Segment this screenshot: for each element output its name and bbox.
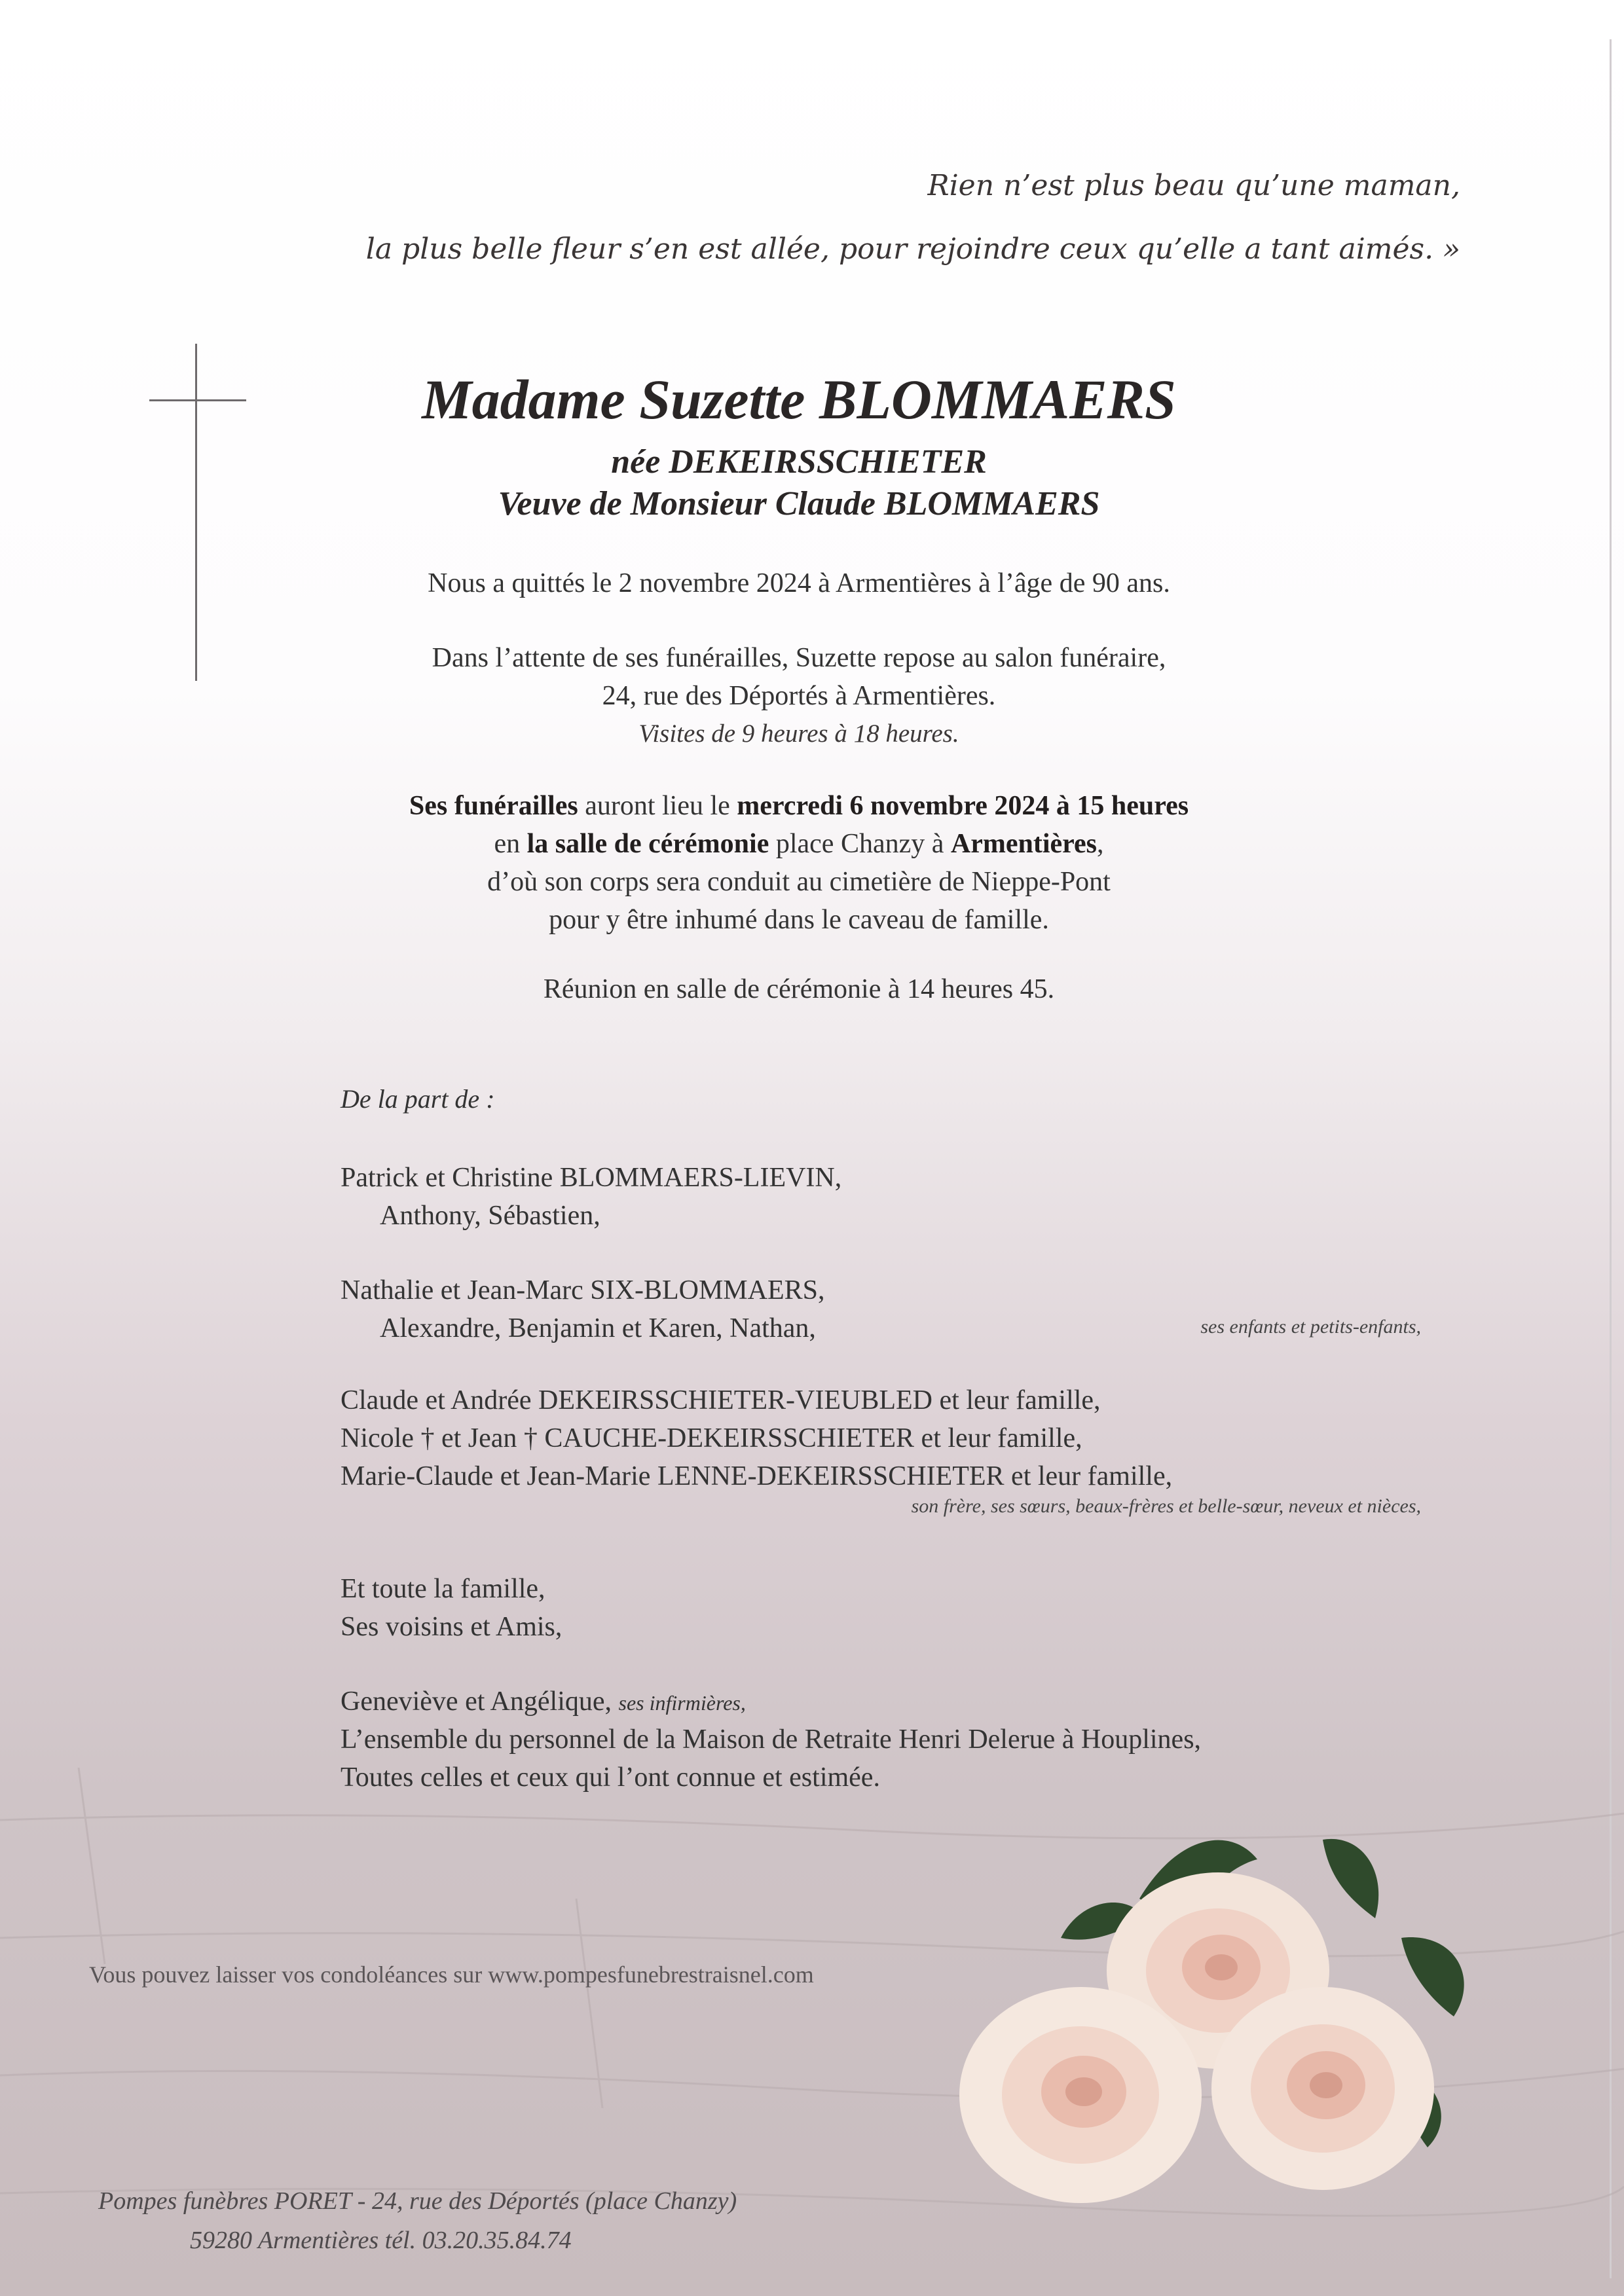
nurses-names: Geneviève et Angélique, [341, 1686, 619, 1717]
deceased-name: Madame Suzette BLOMMAERS [422, 368, 1176, 431]
family-line: Patrick et Christine BLOMMAERS-LIEVIN, [341, 1163, 842, 1193]
quote-line-2: la plus belle fleur s’en est allée, pour rejoindre ceux qu’elle a tant aimés. » [365, 232, 1460, 266]
condolences-note: Vous pouvez laisser vos condoléances sur www.pompesfunebrestraisnel.com [89, 1961, 814, 1988]
visiting-hours: Visites de 9 heures à 18 heures. [638, 720, 959, 748]
funeral-text: , [1097, 829, 1104, 859]
family-line: Toutes celles et ceux qui l’ont connue et estimée. [341, 1762, 880, 1793]
funeral-line-1 [196, 787, 1401, 825]
family-line: Ses voisins et Amis, [341, 1612, 563, 1642]
funeral-line-4: pour y être inhumé dans le caveau de famille. [549, 905, 1049, 935]
funeral-date: mercredi 6 novembre 2024 à 15 heures [737, 791, 1189, 821]
family-line: Nicole † et Jean † CAUCHE-DEKEIRSSCHIETER et leur famille, [341, 1423, 1082, 1453]
funeral-text: auront lieu le [578, 791, 737, 821]
family-role: ses enfants et petits-enfants, [1200, 1316, 1421, 1338]
funeral-director-address: Pompes funèbres PORET - 24, rue des Déportés (place Chanzy) [98, 2187, 737, 2215]
funeral-label: Ses funérailles [409, 791, 578, 821]
funeral-text: place Chanzy à [769, 829, 951, 859]
reunion-info: Réunion en salle de cérémonie à 14 heures 45. [543, 974, 1055, 1004]
from-heading: De la part de : [341, 1084, 495, 1114]
family-role: son frère, ses sœurs, beaux-frères et belle-sœur, neveux et nièces, [911, 1495, 1421, 1517]
funeral-home-line-2: 24, rue des Déportés à Armentières. [602, 681, 996, 711]
funeral-text: en [494, 829, 527, 859]
family-line [341, 1683, 746, 1722]
family-line: L’ensemble du personnel de la Maison de Retraite Henri Delerue à Houplines, [341, 1724, 1202, 1755]
death-notice: Nous a quittés le 2 novembre 2024 à Armentières à l’âge de 90 ans. [428, 568, 1170, 598]
nurses-role: ses infirmières, [618, 1691, 746, 1715]
funeral-home-line-1: Dans l’attente de ses funérailles, Suzette repose au salon funéraire, [432, 643, 1166, 673]
ceremony-town: Armentières [950, 829, 1098, 859]
quote-line-1: Rien n’est plus beau qu’une maman, [927, 169, 1460, 202]
page-edge-line [1610, 39, 1612, 2278]
family-line: Marie-Claude et Jean-Marie LENNE-DEKEIRSSCHIETER et leur famille, [341, 1461, 1173, 1491]
family-line: Et toute la famille, [341, 1574, 545, 1604]
roses-image [864, 1820, 1480, 2213]
funeral-director-phone: 59280 Armentières tél. 03.20.35.84.74 [190, 2227, 572, 2254]
funeral-home-info [196, 639, 1401, 715]
widow-of: Veuve de Monsieur Claude BLOMMAERS [498, 485, 1100, 522]
funeral-line-2 [196, 825, 1401, 863]
funeral-line-3: d’où son corps sera conduit au cimetière de Nieppe-Pont [487, 867, 1111, 897]
family-line: Alexandre, Benjamin et Karen, Nathan, [380, 1313, 816, 1343]
family-line: Claude et Andrée DEKEIRSSCHIETER-VIEUBLED et leur famille, [341, 1385, 1101, 1415]
ceremony-venue: la salle de cérémonie [526, 829, 769, 859]
maiden-name: née DEKEIRSSCHIETER [611, 443, 987, 481]
family-line: Anthony, Sébastien, [380, 1201, 600, 1231]
family-line: Nathalie et Jean-Marc SIX-BLOMMAERS, [341, 1275, 825, 1305]
